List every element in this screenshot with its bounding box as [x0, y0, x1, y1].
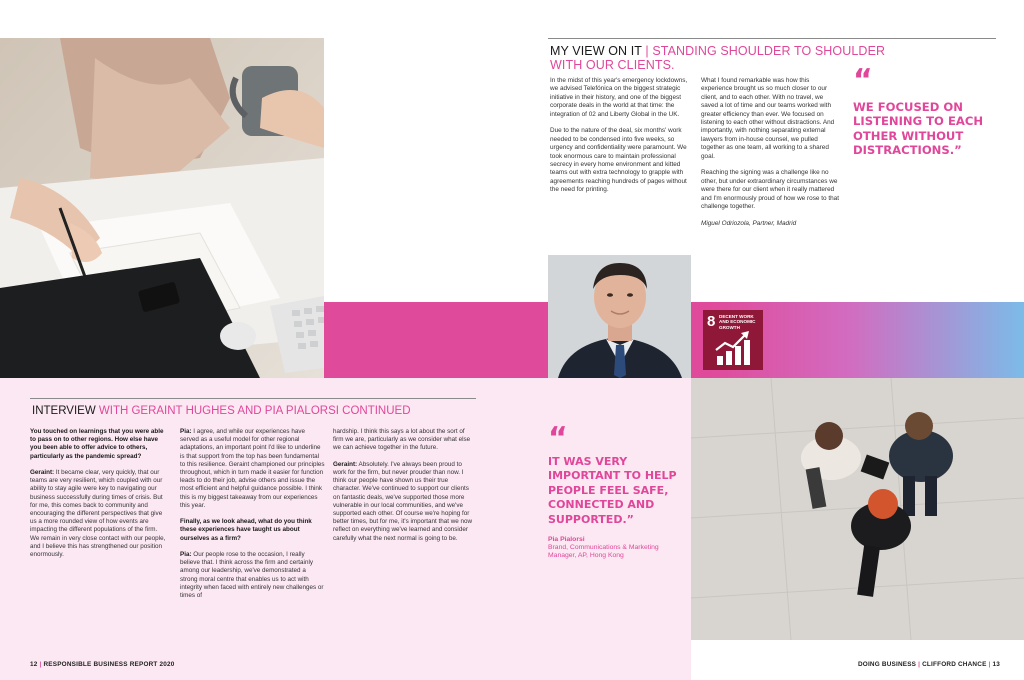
- view-paragraph: In the midst of this year's emergency lockdowns, we advised Telefónica on the biggest strategic initiative in their history, and one of the biggest corporate deals in the world at that time: the integration of 02 and Liberty Global in the UK.: [550, 77, 688, 118]
- footer-title-left: RESPONSIBLE BUSINESS REPORT 2020: [43, 661, 175, 668]
- interview-question: You touched on learnings that you were able to pass on to other regions. How else have you been able to offer advice to others, particularly as the pandemic spread?: [30, 428, 164, 460]
- pull-quote-2: IT WAS VERY IMPORTANT TO HELP PEOPLE FEEL SAFE, CONNECTED AND SUPPORTED.”: [548, 455, 677, 526]
- page-number-left: 12: [30, 661, 38, 668]
- view-heading-main: MY VIEW ON IT: [550, 44, 642, 58]
- view-column-1: [550, 77, 688, 203]
- answer-text: I agree, and while our experiences have served as a useful model for other regional adaptations, an important point I'd like to underline is that support from the top has been fundamental to this resilience. Geraint championed our principles throughout, which in turn made it easier for function leads to do their job, advise others and issue the most efficient and helpful guidance possible. I think this is my biggest takeaway from our experiences this year.: [180, 428, 325, 509]
- quote-mark-icon: “: [548, 421, 568, 456]
- meeting-illustration: [691, 378, 1024, 640]
- view-heading-separator: |: [641, 44, 653, 58]
- page-number-right: 13: [992, 661, 1000, 668]
- view-heading-subtitle: STANDING SHOULDER TO SHOULDER WITH OUR CLIENTS.: [550, 44, 886, 72]
- interview-heading: [32, 404, 552, 418]
- interview-question: Finally, as we look ahead, what do you think these experiences have taught us about ourselves as a firm?: [180, 518, 312, 542]
- portrait-photo: [548, 255, 691, 378]
- view-paragraph: Due to the nature of the deal, six months' work needed to be condensed into five weeks, so urgency and confidentiality were paramount. We took enormous care to maintain professional secrecy in every home environment and kitted teams out with extra technology to grapple with agreements reaching hundreds of pages without the need for printing.: [550, 127, 687, 194]
- interview-heading-rule: [30, 398, 476, 399]
- interview-column-3: [333, 428, 476, 551]
- view-paragraph: Reaching the signing was a challenge like no other, but under extraordinary circumstances we were there for our client when it really mattered and I'm enormously proud of how we rose to that challenge together.: [701, 169, 839, 211]
- growth-chart-icon: [713, 330, 753, 366]
- answer-text: It became clear, very quickly, that our teams are very resilient, which coupled with our ability to stay agile were key to navigating our business successfully during times of crisis. But for me, this comes back to community and encouraging the different perspectives that give us a more rounded view of how events are impacting the different populations of the firm. We remain in very close contact with our people, and I believe this has strengthened our position enormously.: [30, 469, 166, 559]
- footer-left: [30, 661, 175, 668]
- view-heading: [550, 44, 890, 72]
- footer-separator: |: [986, 661, 993, 668]
- quote-attribution-role: Brand, Communications & Marketing Manager, AP, Hong Kong: [548, 544, 659, 560]
- speaker-name: Pia:: [180, 551, 192, 559]
- interview-answer: [180, 551, 325, 600]
- speaker-name: Geraint:: [30, 469, 55, 476]
- interview-answer: [30, 469, 166, 559]
- footer-right: [858, 661, 1000, 668]
- footer-brand: CLIFFORD CHANCE: [922, 661, 987, 668]
- footer-title-right: DOING BUSINESS: [857, 661, 917, 668]
- pull-quote-1: WE FOCUSED ON LISTENING TO EACH OTHER WITHOUT DISTRACTIONS.”: [853, 100, 984, 158]
- view-paragraph: What I found remarkable was how this experience brought us so much closer to our client, and to each other. With no travel, we saved a lot of time and our teams worked with greater efficiency than ever. We focused on listening to each other without distractions. And importantly, with nothing separating external lawyers from in-house counsel, we pulled together as one team, all working to a shared goal.: [701, 77, 835, 160]
- answer-text: hardship. I think this says a lot about the sort of firm we are, particularly as we consider what else we can achieve together in the future.: [333, 428, 471, 452]
- sdg-number: 8: [707, 313, 716, 330]
- interview-answer: [333, 461, 476, 543]
- footer-separator: |: [916, 661, 923, 668]
- answer-text: Absolutely. I've always been proud to work for the firm, but never prouder than now. I think our people have shown us their true character. We've continued to support our clients on fantastic deals, we've supported those more vulnerable in our local communities, and we've supported each other. Of course we're hoping for better times, but for me, it's important that we now reflect on everything we've learned and consider carefully what the next normal is going to be.: [333, 460, 473, 542]
- quote-attribution-name: Pia Pialorsi: [548, 536, 585, 543]
- photo-business-meeting: [691, 378, 1024, 640]
- portrait-illustration: [548, 255, 691, 378]
- footer-separator: |: [37, 661, 44, 668]
- speaker-name: Geraint:: [333, 460, 358, 468]
- answer-text: Our people rose to the occasion, I really believe that. I think across the firm and certainly among our leadership, we've demonstrated a strong moral centre that enables us to act with integrity when faced with entirely new challenges or times of: [180, 551, 324, 600]
- view-column-2: [701, 77, 841, 237]
- interview-column-2: [180, 428, 325, 608]
- view-signature: Miguel Odriozola, Partner, Madrid: [701, 219, 797, 227]
- photo-desk-writing: [0, 38, 324, 378]
- view-heading-rule: [548, 38, 996, 39]
- sdg-goal-8-badge: [703, 310, 763, 370]
- desk-illustration: [0, 38, 324, 378]
- interview-column-1: [30, 428, 166, 567]
- sdg-label: DECENT WORK AND ECONOMIC GROWTH: [719, 314, 756, 330]
- interview-heading-main: INTERVIEW: [32, 405, 96, 417]
- interview-heading-subtitle: WITH GERAINT HUGHES AND PIA PIALORSI CONTINUED: [98, 405, 411, 417]
- interview-answer: [180, 428, 325, 510]
- quote-mark-icon: “: [853, 63, 873, 98]
- speaker-name: Pia:: [180, 428, 192, 435]
